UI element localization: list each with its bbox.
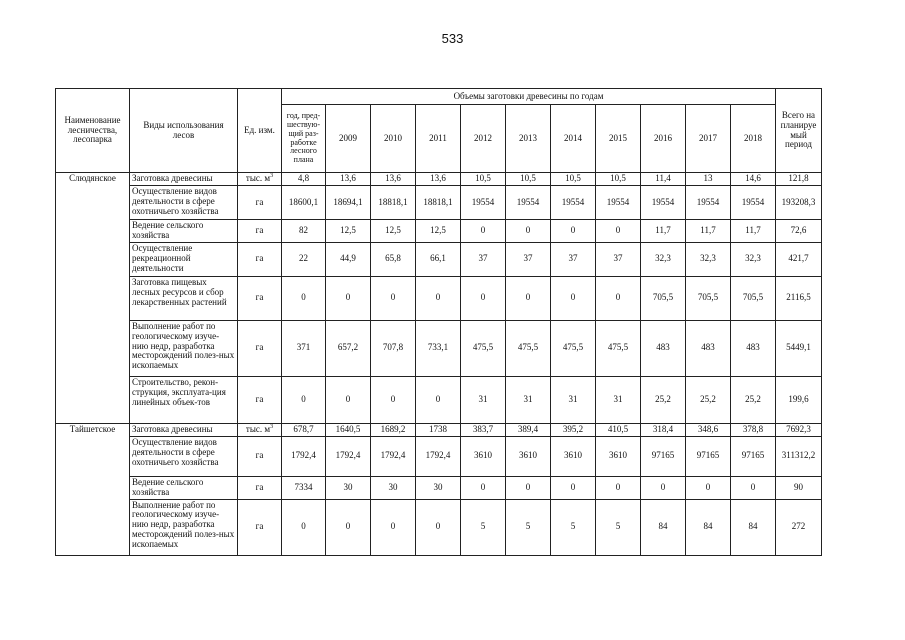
volume-value: 5	[551, 499, 596, 555]
volume-value: 22	[282, 242, 326, 276]
volume-value: 3610	[596, 436, 641, 476]
header-forest-use: Виды использования лесов	[130, 89, 238, 173]
header-year: 2012	[461, 105, 506, 173]
total-value: 72,6	[776, 220, 822, 243]
forest-use-type: Строительство, рекон-струкция, эксплуата-ция линейных объек-тов	[130, 376, 238, 423]
volume-value: 65,8	[371, 242, 416, 276]
volume-value: 475,5	[506, 320, 551, 376]
table-row	[56, 376, 822, 423]
volume-value: 475,5	[551, 320, 596, 376]
unit-text: га	[255, 450, 264, 461]
unit-text: га	[255, 224, 264, 235]
total-value: 5449,1	[776, 320, 822, 376]
volume-value: 97165	[686, 436, 731, 476]
volume-value: 3610	[506, 436, 551, 476]
volume-value: 13,6	[371, 173, 416, 186]
volume-value: 1792,4	[326, 436, 371, 476]
volume-value: 3610	[551, 436, 596, 476]
unit-text: га	[255, 253, 264, 264]
volume-value: 32,3	[641, 242, 686, 276]
volume-value: 25,2	[731, 376, 776, 423]
volume-value: 37	[551, 242, 596, 276]
forest-use-type: Выполнение работ по геологическому изуче-нию недр, разработка месторождений полез-ных ископаемых	[130, 320, 238, 376]
volume-value: 0	[551, 220, 596, 243]
header-year: 2014	[551, 105, 596, 173]
volume-value: 44,9	[326, 242, 371, 276]
volume-value: 0	[506, 276, 551, 320]
volume-value: 483	[731, 320, 776, 376]
volume-value: 14,6	[731, 173, 776, 186]
volume-value: 37	[596, 242, 641, 276]
volume-value: 13	[686, 173, 731, 186]
forestry-name: Тайшетское	[56, 423, 130, 555]
unit-text: га	[255, 196, 264, 207]
volume-value: 657,2	[326, 320, 371, 376]
volume-value: 0	[641, 476, 686, 499]
header-year: 2011	[416, 105, 461, 173]
forest-use-type: Ведение сельского хозяйства	[130, 476, 238, 499]
volume-value: 30	[416, 476, 461, 499]
volume-value: 0	[596, 276, 641, 320]
header-total: Всего на планируе мый период	[776, 89, 822, 173]
volume-value: 0	[461, 476, 506, 499]
forest-use-type: Заготовка пищевых лесных ресурсов и сбор лекарственных растений	[130, 276, 238, 320]
volume-value: 1640,5	[326, 423, 371, 436]
total-value: 272	[776, 499, 822, 555]
table-row	[56, 499, 822, 555]
volume-value: 11,4	[641, 173, 686, 186]
header-year: 2009	[326, 105, 371, 173]
unit-cell	[238, 173, 282, 186]
unit-text: тыс. м	[245, 173, 271, 184]
volume-value: 18694,1	[326, 186, 371, 220]
table-row	[56, 320, 822, 376]
volume-value: 31	[506, 376, 551, 423]
volume-value: 97165	[731, 436, 776, 476]
volume-value: 84	[641, 499, 686, 555]
volume-value: 389,4	[506, 423, 551, 436]
volume-value: 475,5	[461, 320, 506, 376]
header-year: 2015	[596, 105, 641, 173]
unit-text: га	[255, 342, 264, 353]
unit-text: га	[255, 521, 264, 532]
unit-cell	[238, 186, 282, 220]
volume-value: 10,5	[596, 173, 641, 186]
volume-value: 97165	[641, 436, 686, 476]
volume-value: 18600,1	[282, 186, 326, 220]
volume-value: 12,5	[416, 220, 461, 243]
volume-value: 7334	[282, 476, 326, 499]
volume-value: 32,3	[731, 242, 776, 276]
total-value: 121,8	[776, 173, 822, 186]
volume-value: 19554	[731, 186, 776, 220]
volume-value: 5	[596, 499, 641, 555]
volume-value: 0	[551, 276, 596, 320]
total-value: 421,7	[776, 242, 822, 276]
volume-value: 30	[326, 476, 371, 499]
header-volumes-by-year: Объемы заготовки древесины по годам	[282, 89, 776, 105]
volume-value: 0	[506, 476, 551, 499]
volume-value: 12,5	[326, 220, 371, 243]
volume-value: 19554	[461, 186, 506, 220]
table-row	[56, 173, 822, 186]
volume-value: 5	[461, 499, 506, 555]
volume-value: 0	[371, 499, 416, 555]
unit-cell	[238, 376, 282, 423]
volume-value: 705,5	[731, 276, 776, 320]
unit-cell	[238, 242, 282, 276]
total-value: 90	[776, 476, 822, 499]
unit-cell	[238, 320, 282, 376]
volume-value: 31	[461, 376, 506, 423]
volume-value: 4,8	[282, 173, 326, 186]
volume-value: 0	[326, 376, 371, 423]
volume-value: 12,5	[371, 220, 416, 243]
volume-value: 348,6	[686, 423, 731, 436]
volume-value: 0	[416, 276, 461, 320]
volume-value: 0	[326, 499, 371, 555]
volume-value: 31	[596, 376, 641, 423]
volume-value: 18818,1	[416, 186, 461, 220]
unit-text: га	[255, 393, 264, 404]
volume-value: 678,7	[282, 423, 326, 436]
volume-value: 483	[686, 320, 731, 376]
volume-value: 0	[371, 276, 416, 320]
volume-value: 5	[506, 499, 551, 555]
volume-value: 0	[282, 276, 326, 320]
volume-value: 0	[686, 476, 731, 499]
volume-value: 0	[596, 476, 641, 499]
total-value: 193208,3	[776, 186, 822, 220]
volume-value: 0	[371, 376, 416, 423]
volume-value: 19554	[686, 186, 731, 220]
volume-value: 0	[596, 220, 641, 243]
total-value: 311312,2	[776, 436, 822, 476]
volume-value: 0	[282, 376, 326, 423]
forest-use-type: Заготовка древесины	[130, 423, 238, 436]
volume-value: 0	[731, 476, 776, 499]
forestry-name: Слюдянское	[56, 173, 130, 424]
volume-value: 66,1	[416, 242, 461, 276]
total-value: 199,6	[776, 376, 822, 423]
volume-value: 3610	[461, 436, 506, 476]
volume-value: 11,7	[641, 220, 686, 243]
volume-value: 1689,2	[371, 423, 416, 436]
volume-value: 10,5	[551, 173, 596, 186]
table-row	[56, 220, 822, 243]
unit-cell	[238, 476, 282, 499]
volume-value: 1792,4	[416, 436, 461, 476]
volume-value: 0	[416, 376, 461, 423]
volume-value: 84	[686, 499, 731, 555]
forest-use-type: Осуществление видов деятельности в сфере охотничьего хозяйства	[130, 436, 238, 476]
header-year: 2010	[371, 105, 416, 173]
table-row	[56, 423, 822, 436]
wood-harvest-table	[55, 88, 822, 556]
page-number: 533	[441, 31, 464, 46]
header-year: 2016	[641, 105, 686, 173]
volume-value: 0	[551, 476, 596, 499]
unit-cell	[238, 423, 282, 436]
unit-cell	[238, 499, 282, 555]
table-row	[56, 436, 822, 476]
volume-value: 30	[371, 476, 416, 499]
table-row	[56, 276, 822, 320]
volume-value: 395,2	[551, 423, 596, 436]
volume-value: 84	[731, 499, 776, 555]
table-row	[56, 186, 822, 220]
volume-value: 0	[461, 220, 506, 243]
volume-value: 11,7	[731, 220, 776, 243]
volume-value: 378,8	[731, 423, 776, 436]
volume-value: 13,6	[326, 173, 371, 186]
volume-value: 25,2	[686, 376, 731, 423]
volume-value: 318,4	[641, 423, 686, 436]
volume-value: 705,5	[686, 276, 731, 320]
header-year: 2018	[731, 105, 776, 173]
unit-superscript: 3	[270, 173, 274, 180]
unit-text: тыс. м	[245, 423, 271, 434]
volume-value: 733,1	[416, 320, 461, 376]
volume-value: 0	[326, 276, 371, 320]
volume-value: 483	[641, 320, 686, 376]
volume-value: 705,5	[641, 276, 686, 320]
volume-value: 10,5	[506, 173, 551, 186]
volume-value: 0	[416, 499, 461, 555]
volume-value: 19554	[641, 186, 686, 220]
unit-cell	[238, 220, 282, 243]
volume-value: 1792,4	[282, 436, 326, 476]
volume-value: 13,6	[416, 173, 461, 186]
volume-value: 0	[461, 276, 506, 320]
unit-cell	[238, 436, 282, 476]
volume-value: 32,3	[686, 242, 731, 276]
volume-value: 0	[506, 220, 551, 243]
header-unit: Ед. изм.	[238, 89, 282, 173]
unit-text: га	[255, 292, 264, 303]
unit-cell	[238, 276, 282, 320]
volume-value: 19554	[596, 186, 641, 220]
unit-text: га	[255, 481, 264, 492]
forest-use-type: Выполнение работ по геологическому изуче-нию недр, разработка месторождений полез-ных ископаемых	[130, 499, 238, 555]
volume-value: 707,8	[371, 320, 416, 376]
table-row	[56, 476, 822, 499]
header-year: 2013	[506, 105, 551, 173]
header-year: 2017	[686, 105, 731, 173]
forest-use-type: Осуществление рекреационной деятельности	[130, 242, 238, 276]
volume-value: 10,5	[461, 173, 506, 186]
volume-value: 371	[282, 320, 326, 376]
volume-value: 0	[282, 499, 326, 555]
volume-value: 37	[506, 242, 551, 276]
forest-use-type: Заготовка древесины	[130, 173, 238, 186]
header-prev-year: год, пред-шествую-щий раз-работке лесного плана	[282, 105, 326, 173]
forest-use-type: Осуществление видов деятельности в сфере охотничьего хозяйства	[130, 186, 238, 220]
volume-value: 11,7	[686, 220, 731, 243]
volume-value: 475,5	[596, 320, 641, 376]
volume-value: 19554	[506, 186, 551, 220]
unit-superscript: 3	[270, 423, 274, 430]
volume-value: 18818,1	[371, 186, 416, 220]
forest-use-type: Ведение сельского хозяйства	[130, 220, 238, 243]
header-forestry-name: Наименование лесничества, лесопарка	[56, 89, 130, 173]
total-value: 7692,3	[776, 423, 822, 436]
volume-value: 19554	[551, 186, 596, 220]
volume-value: 1792,4	[371, 436, 416, 476]
volume-value: 1738	[416, 423, 461, 436]
volume-value: 37	[461, 242, 506, 276]
volume-value: 25,2	[641, 376, 686, 423]
volume-value: 82	[282, 220, 326, 243]
table-row	[56, 242, 822, 276]
volume-value: 410,5	[596, 423, 641, 436]
volume-value: 383,7	[461, 423, 506, 436]
volume-value: 31	[551, 376, 596, 423]
total-value: 2116,5	[776, 276, 822, 320]
